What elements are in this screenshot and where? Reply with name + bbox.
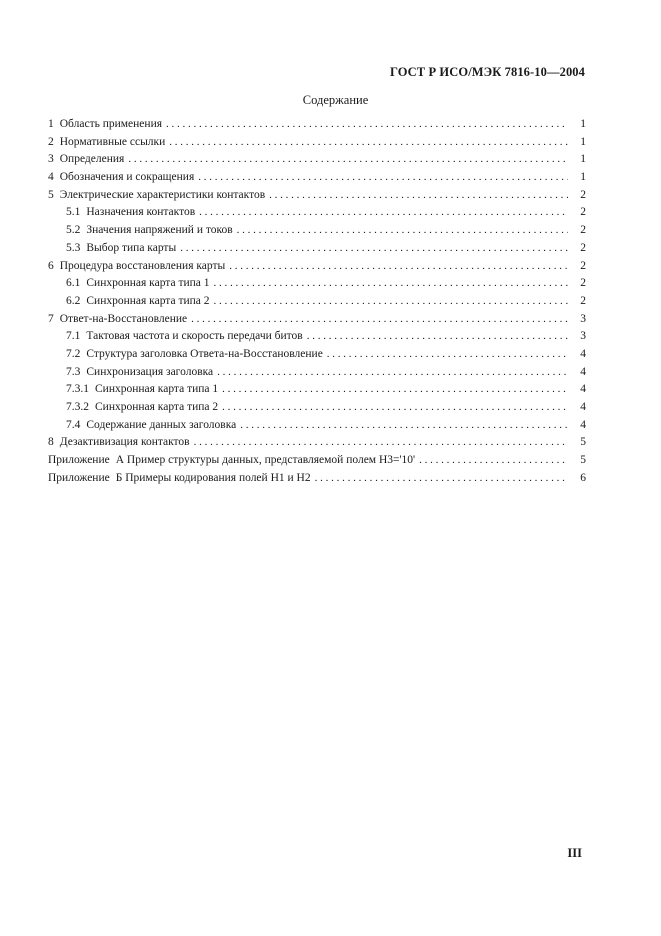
toc-entry[interactable] [48, 204, 586, 222]
toc-entry-title: Содержание данных заголовка [86, 418, 237, 431]
toc-entry[interactable] [48, 346, 586, 364]
toc-entry-number: 5.3 [66, 241, 81, 254]
toc-entry-title: Синхронная карта типа 2 [95, 401, 219, 413]
standard-designation: ГОСТ Р ИСО/МЭК 7816-10—2004 [389, 65, 585, 79]
toc-entry-page: 3 [580, 330, 586, 343]
toc-entry-title: Процедура восстановления карты [59, 259, 226, 272]
toc-entry-title: Область применения [59, 118, 163, 130]
toc-dot-leader [191, 311, 568, 329]
toc-entry[interactable] [48, 187, 586, 205]
toc-dot-leader [237, 222, 568, 240]
toc-entry-number: 5 [48, 188, 54, 201]
toc-dot-leader [214, 275, 568, 293]
toc-entry-page: 2 [580, 206, 586, 219]
toc-entry[interactable] [48, 452, 586, 470]
toc-entry-page: 2 [580, 294, 586, 307]
toc-entry[interactable] [48, 311, 586, 329]
toc-entry-number: 3 [48, 153, 54, 166]
toc-entry-number: 7.2 [66, 347, 81, 360]
toc-dot-leader [169, 134, 568, 152]
toc-dot-leader [198, 169, 568, 187]
toc-entry-number: Приложение [48, 454, 110, 467]
toc-entry-number: 8 [48, 436, 54, 449]
toc-entry-number: 7.1 [66, 330, 81, 343]
toc-entry-page: 2 [580, 188, 586, 201]
toc-entry-page: 4 [580, 365, 586, 378]
toc-dot-leader [419, 452, 568, 470]
table-of-contents [48, 116, 586, 487]
toc-dot-leader [269, 187, 568, 205]
toc-entry-title: Обозначения и сокращения [59, 171, 195, 184]
toc-dot-leader [315, 470, 568, 488]
toc-entry-number: 6 [48, 259, 54, 272]
toc-entry-page: 1 [580, 171, 586, 184]
toc-entry-number: 6.2 [66, 294, 81, 307]
toc-entry-page: 1 [580, 153, 586, 166]
toc-entry[interactable] [48, 169, 586, 187]
toc-dot-leader [199, 204, 568, 222]
toc-entry-number: 7.3.1 [66, 383, 89, 396]
toc-entry-number: Приложение [48, 471, 110, 484]
toc-entry-number: 4 [48, 171, 54, 184]
toc-entry-page: 4 [580, 401, 586, 413]
toc-entry[interactable] [48, 328, 586, 346]
toc-dot-leader [194, 434, 568, 452]
toc-dot-leader [240, 417, 568, 435]
toc-entry-page: 2 [580, 224, 586, 237]
toc-dot-leader [327, 346, 568, 364]
toc-entry-number: 7.4 [66, 418, 81, 431]
toc-entry-title: Тактовая частота и скорость передачи битов [86, 330, 303, 343]
toc-entry[interactable] [48, 222, 586, 240]
toc-entry-number: 7.3.2 [66, 401, 89, 413]
toc-dot-leader [214, 293, 568, 311]
toc-dot-leader [166, 116, 568, 134]
toc-entry-title: А Пример структуры данных, представляемой полем Н3='10' [115, 454, 416, 467]
toc-entry-number: 5.1 [66, 206, 81, 219]
toc-entry-page: 5 [580, 436, 586, 449]
toc-dot-leader [217, 364, 568, 382]
toc-entry-title: Определения [59, 153, 125, 166]
toc-dot-leader [180, 240, 568, 258]
toc-entry-number: 7 [48, 312, 54, 325]
toc-entry-page: 4 [580, 418, 586, 431]
toc-dot-leader [222, 381, 568, 399]
toc-entry-number: 6.1 [66, 277, 81, 290]
toc-entry-title: Синхронизация заголовка [86, 365, 214, 378]
toc-entry-page: 4 [580, 383, 586, 396]
toc-entry-title: Нормативные ссылки [59, 135, 166, 148]
toc-entry-page: 3 [580, 312, 586, 325]
toc-entry[interactable] [48, 258, 586, 276]
toc-entry-title: Дезактивизация контактов [59, 436, 190, 449]
toc-entry-page: 4 [580, 347, 586, 360]
page-number: III [567, 846, 582, 860]
toc-entry[interactable] [48, 134, 586, 152]
toc-entry-page: 2 [580, 241, 586, 254]
toc-entry[interactable] [48, 364, 586, 382]
toc-entry-title: Структура заголовка Ответа-на-Восстановление [86, 347, 323, 360]
toc-entry[interactable] [48, 293, 586, 311]
toc-entry-page: 5 [580, 454, 586, 467]
toc-entry[interactable] [48, 434, 586, 452]
toc-entry-title: Синхронная карта типа 1 [95, 383, 219, 396]
toc-entry-page: 2 [580, 259, 586, 272]
toc-entry[interactable] [48, 381, 586, 399]
toc-title: Содержание [302, 93, 369, 107]
toc-dot-leader [128, 151, 568, 169]
toc-entry-number: 2 [48, 135, 54, 148]
toc-entry-title: Синхронная карта типа 2 [86, 294, 210, 307]
toc-entry-title: Выбор типа карты [86, 241, 177, 254]
toc-dot-leader [307, 328, 568, 346]
toc-entry-page: 1 [580, 118, 586, 130]
toc-entry[interactable] [48, 470, 586, 488]
toc-entry-title: Значения напряжений и токов [86, 224, 233, 237]
toc-dot-leader [222, 399, 568, 417]
toc-entry-number: 7.3 [66, 365, 81, 378]
toc-entry[interactable] [48, 151, 586, 169]
toc-entry[interactable] [48, 240, 586, 258]
toc-entry-title: Назначения контактов [86, 206, 196, 219]
toc-entry-page: 2 [580, 277, 586, 290]
toc-dot-leader [229, 258, 568, 276]
toc-entry[interactable] [48, 399, 586, 417]
toc-entry-title: Б Примеры кодирования полей Н1 и Н2 [115, 471, 311, 484]
toc-entry-number: 5.2 [66, 224, 81, 237]
toc-entry-page: 6 [580, 471, 586, 484]
toc-entry-title: Электрические характеристики контактов [59, 188, 266, 201]
toc-entry-title: Синхронная карта типа 1 [86, 277, 210, 290]
toc-entry[interactable] [48, 275, 586, 293]
toc-entry-page: 1 [580, 135, 586, 148]
toc-entry[interactable] [48, 417, 586, 435]
toc-entry[interactable] [48, 116, 586, 134]
toc-entry-number: 1 [48, 118, 54, 130]
toc-entry-title: Ответ-на-Восстановление [59, 312, 188, 325]
